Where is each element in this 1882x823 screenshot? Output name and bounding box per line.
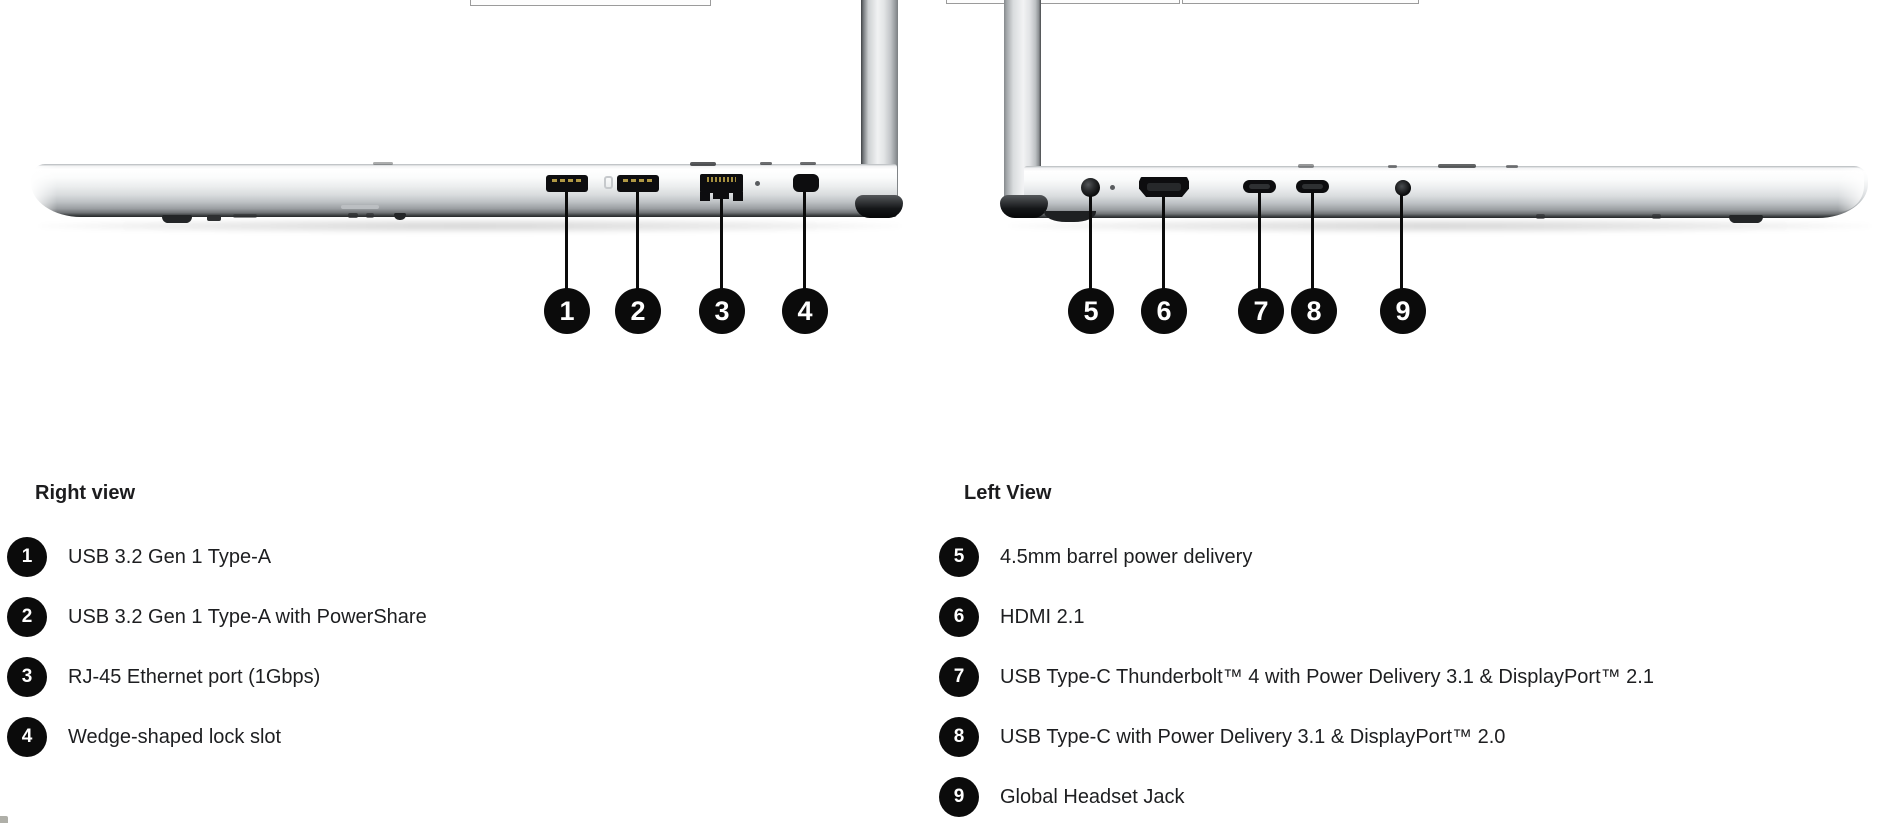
- legend-item-2: [7, 597, 427, 637]
- deck-mark: [1438, 164, 1476, 168]
- cropped-thumbnail-1[interactable]: [470, 0, 711, 6]
- legend-item-3: [7, 657, 427, 697]
- marker-number: 1: [559, 295, 575, 326]
- legend-marker-number: 3: [21, 666, 33, 687]
- hdmi-slot: [1147, 183, 1181, 191]
- legend-marker: [939, 537, 979, 577]
- legend-marker: [939, 657, 979, 697]
- callout-marker-7: [1238, 288, 1284, 334]
- rj45-port: [700, 174, 743, 193]
- legend-marker: [939, 717, 979, 757]
- marker-number: 6: [1156, 295, 1172, 326]
- deck-mark: [1506, 165, 1518, 168]
- callout-line-3: [720, 199, 723, 290]
- callout-line-4: [803, 191, 806, 290]
- deck-mark: [1298, 164, 1314, 168]
- deck-mark: [800, 162, 816, 165]
- legend-marker: [939, 777, 979, 817]
- battery-status-icon: [604, 176, 613, 189]
- callout-marker-8: [1291, 288, 1337, 334]
- callout-marker-9: [1380, 288, 1426, 334]
- legend-item-5: [939, 537, 1654, 577]
- legend-item-9: [939, 777, 1654, 817]
- legend-marker: [7, 597, 47, 637]
- marker-number: 2: [630, 295, 646, 326]
- deck-mark: [760, 162, 772, 165]
- body-highlight: [1838, 168, 1864, 212]
- marker-number: 9: [1395, 295, 1411, 326]
- bottom-vent: [341, 205, 379, 209]
- usb-pins: [623, 179, 653, 182]
- legend-marker-number: 6: [953, 606, 965, 627]
- usb-a-port-1: [546, 175, 588, 192]
- body-highlight: [31, 166, 57, 212]
- callout-marker-6: [1141, 288, 1187, 334]
- legend-marker: [7, 537, 47, 577]
- deck-mark: [373, 162, 393, 165]
- legend-marker-number: 7: [953, 666, 965, 687]
- callout-line-8: [1311, 192, 1314, 290]
- legend-marker-number: 1: [21, 546, 33, 567]
- callout-line-7: [1258, 192, 1261, 290]
- bottom-mark: [1536, 214, 1545, 219]
- usb-c-slot: [1302, 184, 1323, 189]
- bottom-mark: [348, 213, 358, 218]
- cropped-thumbnail-3[interactable]: [1182, 0, 1419, 4]
- lock-slot-port: [793, 174, 819, 192]
- legend-marker-number: 4: [21, 726, 33, 747]
- legend-label: USB Type-C with Power Delivery 3.1 & DisplayPort™ 2.0: [1000, 725, 1506, 748]
- usb-a-port-2: [617, 175, 659, 192]
- rubber-foot: [162, 215, 192, 223]
- legend-heading-right-view: Right view: [35, 482, 136, 504]
- status-led: [1110, 185, 1115, 190]
- legend-marker: [939, 597, 979, 637]
- status-led: [755, 181, 760, 186]
- callout-marker-5: [1068, 288, 1114, 334]
- legend-heading-left-view: Left View: [964, 482, 1052, 504]
- legend-label: Wedge-shaped lock slot: [68, 725, 282, 748]
- hinge-foot: [1000, 195, 1048, 218]
- usb-pins: [552, 179, 582, 182]
- laptop-body: [31, 164, 897, 217]
- callout-line-9: [1400, 195, 1403, 290]
- callout-marker-2: [615, 288, 661, 334]
- callout-line-6: [1162, 196, 1165, 290]
- callout-marker-4: [782, 288, 828, 334]
- legend-label: HDMI 2.1: [1000, 605, 1085, 628]
- rj45-leg: [700, 192, 710, 201]
- marker-number: 8: [1306, 295, 1322, 326]
- cropped-fragment: [0, 816, 8, 823]
- usb-c-slot: [1249, 184, 1270, 189]
- legend-marker-number: 5: [953, 546, 965, 567]
- callout-marker-3: [699, 288, 745, 334]
- rj45-latch: [713, 192, 729, 199]
- marker-number: 5: [1083, 295, 1099, 326]
- legend-label: USB Type-C Thunderbolt™ 4 with Power Delivery 3.1 & DisplayPort™ 2.1: [1000, 665, 1654, 688]
- legend-marker: [7, 717, 47, 757]
- legend-right-view: [7, 482, 427, 777]
- legend-left-view: [939, 482, 1654, 823]
- hinge-foot: [855, 195, 903, 218]
- marker-number: 3: [714, 295, 730, 326]
- rubber-foot: [1729, 215, 1763, 223]
- callout-marker-1: [544, 288, 590, 334]
- hdmi-port: [1139, 177, 1189, 197]
- rj45-leg: [733, 192, 743, 201]
- legend-item-6: [939, 597, 1654, 637]
- legend-item-4: [7, 717, 427, 757]
- legend-item-8: [939, 717, 1654, 757]
- power-jack-port: [1081, 178, 1100, 197]
- legend-label: USB 3.2 Gen 1 Type-A: [68, 545, 272, 568]
- legend-marker-number: 9: [953, 786, 965, 807]
- bottom-mark: [233, 214, 257, 218]
- callout-line-5: [1089, 196, 1092, 290]
- legend-label: 4.5mm barrel power delivery: [1000, 545, 1253, 568]
- cropped-thumbnail-2[interactable]: [946, 0, 1180, 4]
- legend-label: USB 3.2 Gen 1 Type-A with PowerShare: [68, 605, 427, 628]
- legend-label: Global Headset Jack: [1000, 785, 1185, 808]
- headset-jack-port: [1395, 180, 1411, 196]
- deck-mark: [690, 162, 716, 166]
- legend-item-1: [7, 537, 427, 577]
- bottom-mark: [207, 215, 221, 221]
- deck-mark: [1388, 165, 1397, 168]
- marker-number: 4: [797, 295, 813, 326]
- legend-marker-number: 2: [21, 606, 33, 627]
- legend-label: RJ-45 Ethernet port (1Gbps): [68, 665, 321, 688]
- legend-item-7: [939, 657, 1654, 697]
- rj45-pins: [707, 177, 736, 182]
- legend-marker-number: 8: [953, 726, 965, 747]
- bottom-mark: [366, 213, 374, 218]
- callout-line-1: [565, 192, 568, 290]
- marker-number: 7: [1253, 295, 1269, 326]
- callout-line-2: [636, 192, 639, 290]
- bottom-mark: [1652, 214, 1661, 219]
- legend-marker: [7, 657, 47, 697]
